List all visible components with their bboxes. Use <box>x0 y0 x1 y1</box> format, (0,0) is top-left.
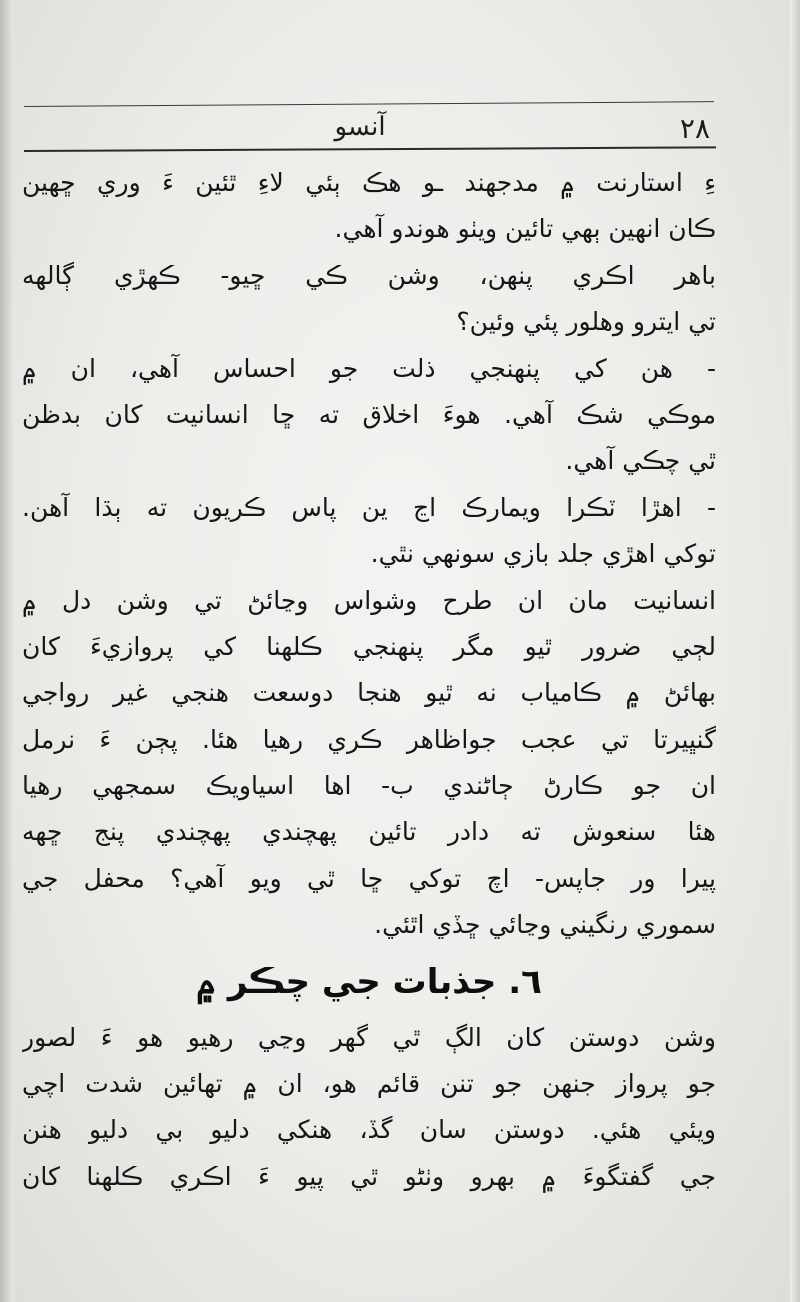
text-line: - هن کي پنهنجي ذلت جو احساس آهي، ان ۾ <box>22 353 716 383</box>
text-line: لڄي ضرور ٿيو مگر پنهنجي ڪلهنا کي پروازيءَ کان <box>22 631 716 661</box>
header-top-rule <box>24 101 714 107</box>
text-line: بهائڻ ۾ ڪامياب نه ٿيو هنجا دوسعت هنجي غير رواجي <box>22 678 716 708</box>
text-line: باهر اڪري پنهن، وشن ڪي ڇيو- ڪهڙي ڳالهه <box>22 260 716 290</box>
text-line: ويئي هئي. دوستن سان گڏ، هنکي دليو بي دليو هنن <box>22 1115 716 1145</box>
page-number: ٢٨ <box>679 112 710 145</box>
header-bottom-rule <box>24 146 716 152</box>
text-line: ان جو ڪارڻ ڄاڻندي ب- اها اسياويڪ سمجهي رهيا <box>22 771 716 801</box>
paragraph <box>22 1015 716 1201</box>
paragraph <box>22 160 716 253</box>
text-line: جي گفتگوءَ ۾ بهرو وٺڻو ٿي پيو ءَ اڪري ڪلهنا کان <box>22 1161 716 1191</box>
text-line: ءِ استارنت ۾ مدجهند ـو هڪ ٻئي لاءِ ٿئين ءَ وري ڇهين <box>22 168 716 197</box>
text-line: جو پرواز جنهن جو تنن قائم هو، ان ۾ تهائين شدت اچي <box>22 1069 716 1099</box>
text-line: - اهڙا ٽڪرا ويمارڪ اڃ ين پاس ڪريون ته ٻڌا آهن. <box>22 492 716 522</box>
text-line: هئا سنعوش ته دادر تائين پهچندي پهچندي پنج ڇهه <box>22 817 716 847</box>
page-right-edge-shadow <box>790 0 800 1302</box>
text-line: موڪي شڪ آهي. هوءَ اخلاق ته ڇا انسانيت کان بدظن <box>22 399 716 429</box>
text-line: ٿي چڪي آهي. <box>565 446 716 476</box>
text-line: انسانيت مان ان طرح وشواس وڃائڻ تي وشن دل ۾ <box>22 585 716 615</box>
text-line: گنڀيرتا تي عجب جواظاهر ڪري رهيا هئا. پڄن ءَ نرمل <box>22 724 716 754</box>
section-heading: ٦. جذبات جي چڪر ۾ <box>196 961 542 1002</box>
text-line: تي ايترو وهلور پئي وئين؟ <box>456 307 716 337</box>
text-line: توکي اهڙي جلد بازي سونهي نٿي. <box>370 539 716 569</box>
running-title: آنسو <box>334 112 386 142</box>
paragraph <box>22 346 716 485</box>
text-line: وشن دوستن کان الڳ ٿي گهر وڃي رهيو هو ءَ لصور <box>22 1022 716 1052</box>
paragraph <box>22 485 716 578</box>
text-line: سموري رنگيني وڃائي ڇڏي اٿئي. <box>374 910 716 940</box>
page-left-edge-shadow <box>0 0 14 1302</box>
text-line: ڪان انهين ٻهي تائين ويٺو هوندو آهي. <box>334 214 716 244</box>
paragraph <box>22 578 716 949</box>
paragraph <box>22 253 716 346</box>
text-line: پيرا ور جاپس- اچ توکي ڇا ٿي ويو آهي؟ محفل جي <box>22 863 716 893</box>
body-text <box>22 160 716 1200</box>
